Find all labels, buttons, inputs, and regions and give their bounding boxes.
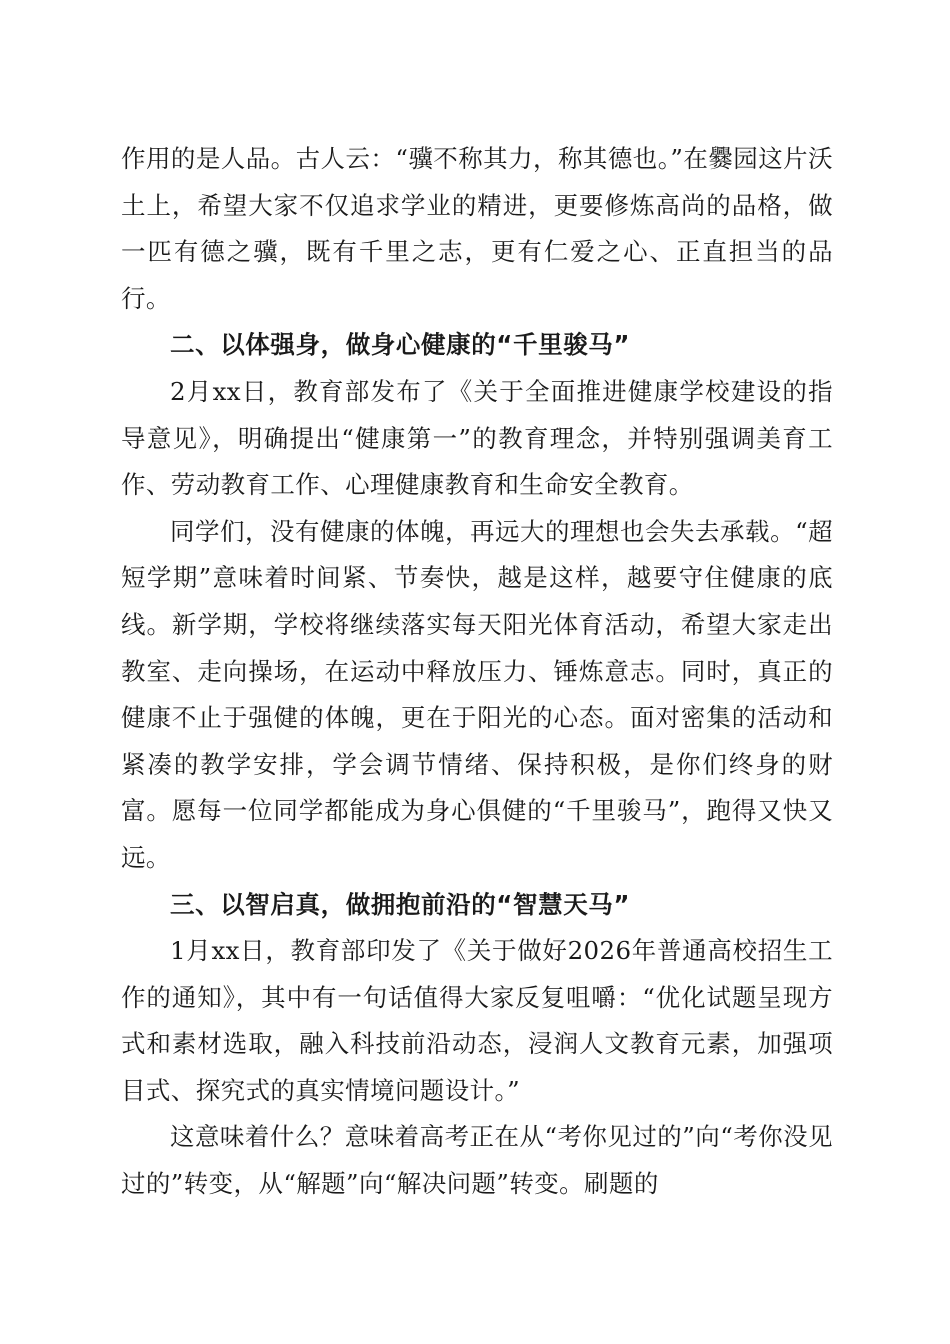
section-heading-3: 三、以智启真，做拥抱前沿的“智慧天马”	[170, 889, 631, 919]
section-heading-2: 二、以体强身，做身心健康的“千里骏马”	[170, 330, 631, 360]
paragraph: 同学们，没有健康的体魄，再远大的理想也会失去承载。“超短学期”意味着时间紧、节奏快，越是这样，越要守住健康的底线。新学期，学校将继续落实每天阳光体育活动，希望大家走出教室、走向操场，在运动中释放压力、锤炼意志。同时，真正的健康不止于强健的体魄，更在于阳光的心态。面对密集的活动和紧凑的教学安排，学会调节情绪、保持积极，是你们终身的财富。愿每一位同学都能成为身心俱健的“千里骏马”，跑得又快又远。	[121, 516, 833, 872]
paragraph-continuation: 作用的是人品。古人云：“骥不称其力，称其德也。”在爨园这片沃土上，希望大家不仅追求学业的精进，更要修炼高尚的品格，做一匹有德之骥，既有千里之志，更有仁爱之心、正直担当的品行。	[121, 144, 833, 313]
paragraph: 2月xx日，教育部发布了《关于全面推进健康学校建设的指导意见》，明确提出“健康第一”的教育理念，并特别强调美育工作、劳动教育工作、心理健康教育和生命安全教育。	[121, 376, 833, 500]
paragraph: 这意味着什么？意味着高考正在从“考你见过的”向“考你没见过的”转变，从“解题”向“解决问题”转变。刷题的	[121, 1122, 833, 1199]
paragraph: 1月xx日，教育部印发了《关于做好2026年普通高校招生工作的通知》，其中有一句话值得大家反复咀嚼：“优化试题呈现方式和素材选取，融入科技前沿动态，浸润人文教育元素，加强项目式、探究式的真实情境问题设计。”	[121, 936, 833, 1105]
document-body	[121, 136, 833, 1208]
